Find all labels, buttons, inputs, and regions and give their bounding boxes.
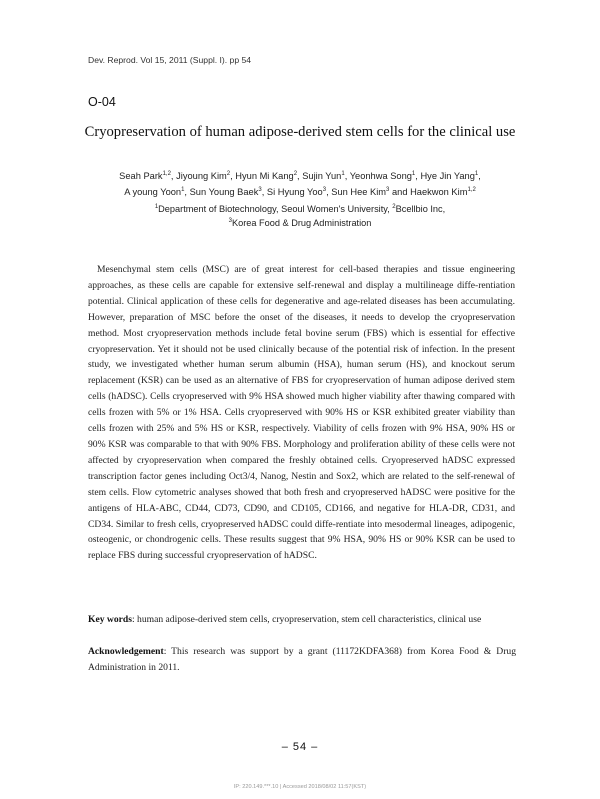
affiliation-marker: 2 <box>392 204 396 210</box>
author-affiliation-marker: 1,2 <box>162 171 171 177</box>
author-name: Si Hyung Yoo <box>266 187 323 197</box>
abstract-id: O-04 <box>88 95 116 109</box>
affiliation-line-2 <box>0 215 600 232</box>
author-name: Sun Hee Kim <box>331 187 387 197</box>
author-separator: , <box>344 171 348 181</box>
author-affiliation-marker: 3 <box>386 187 390 193</box>
author-name: Jiyoung Kim <box>176 171 227 181</box>
author-affiliation-marker: 1 <box>341 171 345 177</box>
journal-header: Dev. Reprod. Vol 15, 2011 (Suppl. I). pp 54 <box>88 55 252 65</box>
author-affiliation-marker: 3 <box>258 187 262 193</box>
author-affiliation-marker: 1,2 <box>467 187 476 193</box>
acknowledgement-text: : This research was support by a grant (11172KDFA368) from Korea Food & Drug Administration in 2011. <box>88 646 516 674</box>
author-name: Sujin Yun <box>302 171 342 181</box>
author-name: A young Yoon <box>124 187 182 197</box>
acknowledgement <box>88 644 516 676</box>
author-name: Hyun Mi Kang <box>235 171 294 181</box>
author-separator: , <box>415 171 418 181</box>
author-affiliation-marker: 2 <box>226 171 231 177</box>
author-list-line-2 <box>0 184 600 201</box>
author-conjunction: and <box>391 187 408 197</box>
author-affiliation-marker: 1 <box>181 187 185 193</box>
page-number: – 54 – <box>281 741 319 753</box>
affiliation-text: Bcellbio Inc, <box>395 204 446 214</box>
author-affiliation-marker: 2 <box>293 171 298 177</box>
affiliation-marker: 1 <box>154 204 159 210</box>
author-name: Yeonhwa Song <box>349 171 412 181</box>
author-separator: , <box>184 187 188 197</box>
abstract-body <box>88 262 515 564</box>
author-separator: , <box>170 171 174 181</box>
author-affiliation-marker: 1 <box>411 171 416 177</box>
download-footer: IP: 220.149.***.10 | Accessed 2018/08/02 11:57(KST) <box>233 784 367 790</box>
affiliation-text: Department of Biotechnology, Seoul Women's University, <box>158 204 393 214</box>
abstract-paragraph: Mesenchymal stem cells (MSC) are of great interest for cell-based therapies and tissue engineering approaches, as these cells are capable for extensive self-renewal and display a multilineage diffe-rentiation potential. Clinical application of these cells for degenerative and age-related diseases has been accumulating. However, preparation of MSC before the onset of the diseases, it needs to develop the cryopreservation method. Most cryopreservation methods include fetal bovine serum (FBS) which is essential for effective cryopreservation. Yet it should not be used clinically because of the potential risk of infection. In the present study, we investigated whether human serum albumin (HSA), human serum (HS), and knockout serum replacement (KSR) can be used as an alternative of FBS for cryopreservation of human adipose derived stem cells (hADSC). Cells cryopreserved with 9% HSA showed much higher viability after thawing compared with cells frozen with 5% or 1% HSA. Cells cryopreserved with 90% HS or KSR exhibited greater viability than cells frozen with 25% and 5% HS or KSR, respectively. Viability of cells frozen with 9% HSA, 90% HS or 90% KSR was comparable to that with 90% FBS. Morphology and proliferation ability of these cells were not affected by cryopreservation when compared the freshly obtained cells. Cryopreserved hADSC expressed transcription factor genes including Oct3/4, Nanog, Nestin and Sox2, which are related to the self-renewal of stem cells. Flow cytometric analyses showed that both fresh and cryopreserved hADSC were positive for the antigens of HLA-ABC, CD44, CD73, CD90, and CD105, CD166, and negative for HLA-DR, CD31, and CD34. Similar to fresh cells, cryopreserved hADSC could diffe-rentiate into mesodermal lineages, adipogenic, osteogenic, or chondrogenic cells. These results suggest that 9% HSA, 90% HS or 90% KSR can be used to replace FBS during successful cryopreservation of hADSC. <box>88 264 515 562</box>
author-affiliation-marker: 1 <box>474 171 479 177</box>
author-name: Seah Park <box>119 171 163 181</box>
affiliation-marker: 3 <box>228 218 232 224</box>
paper-title: Cryopreservation of human adipose-derived stem cells for the clinical use <box>84 124 516 140</box>
author-name: Sun Young Baek <box>189 187 259 197</box>
affiliation-text: Korea Food & Drug Administration <box>231 218 372 228</box>
keywords <box>88 612 518 628</box>
author-separator: , <box>297 171 300 181</box>
acknowledgement-label: Acknowledgement <box>88 646 164 657</box>
author-name: Haekwon Kim <box>410 187 468 197</box>
author-separator: , <box>230 171 233 181</box>
author-affiliation-marker: 3 <box>322 187 327 193</box>
author-list-line-1 <box>0 168 600 185</box>
keywords-text: : human adipose-derived stem cells, cryopreservation, stem cell characteristics, clinical use <box>131 614 482 625</box>
author-separator: , <box>261 187 265 197</box>
keywords-label: Key words <box>88 614 132 625</box>
author-separator: , <box>478 171 481 181</box>
author-name: Hye Jin Yang <box>420 171 475 181</box>
author-separator: , <box>326 187 329 197</box>
